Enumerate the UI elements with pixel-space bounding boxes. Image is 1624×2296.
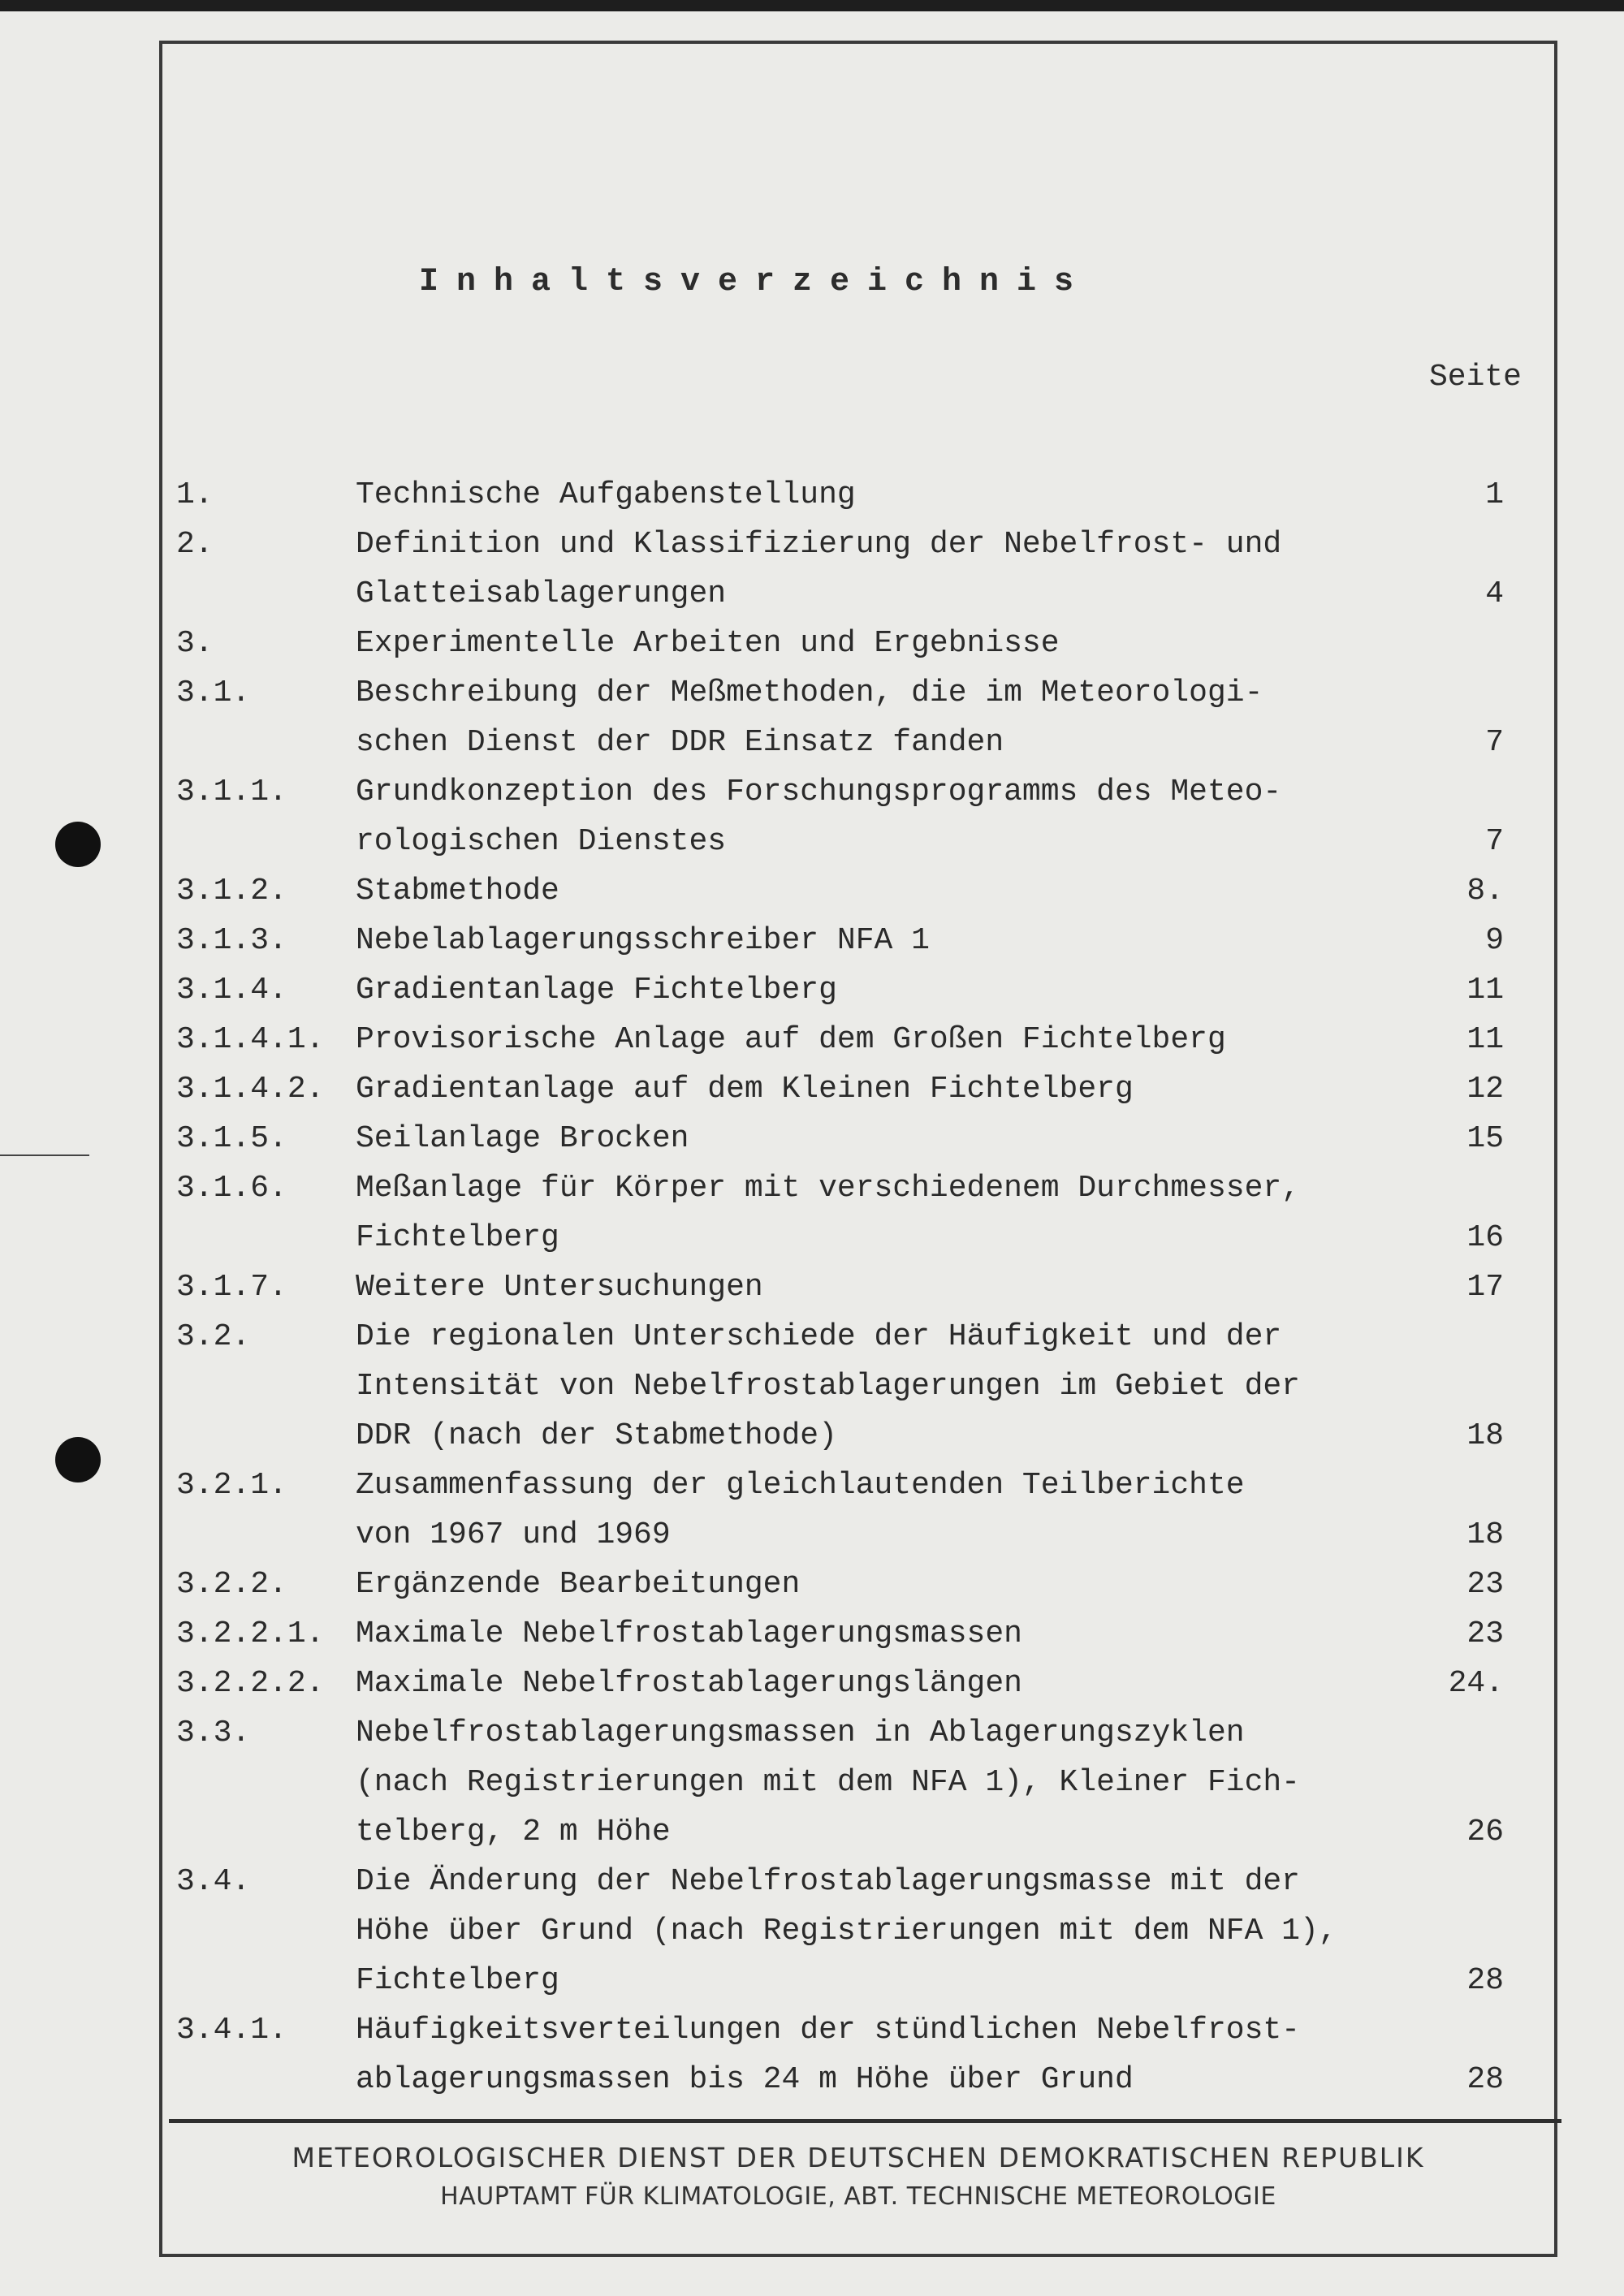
footer-institution: METEOROLOGISCHER DIENST DER DEUTSCHEN DEMOKRATISCHEN REPUBLIK	[292, 2142, 1425, 2173]
page-column-header: Seite	[1428, 360, 1522, 395]
footer-department: HAUPTAMT FÜR KLIMATOLOGIE, ABT. TECHNISCHE METEOROLOGIE	[440, 2182, 1276, 2211]
toc-entry-line	[0, 970, 1624, 1011]
toc-section-number: 3.1.	[176, 675, 251, 710]
toc-section-title: Experimentelle Arbeiten und Ergebnisse	[356, 626, 1060, 661]
toc-entry-line	[0, 1317, 1624, 1357]
toc-section-title: Nebelfrostablagerungsmassen in Ablagerungszyklen	[356, 1716, 1245, 1750]
toc-page-number: 11	[1466, 973, 1504, 1008]
toc-section-title: Definition und Klassifizierung der Nebelfrost- und	[356, 527, 1282, 562]
toc-page-number: 23	[1466, 1616, 1504, 1651]
toc-section-title: Nebelablagerungsschreiber NFA 1	[356, 923, 930, 958]
toc-section-number: 2.	[176, 527, 214, 562]
toc-entry-line	[0, 1713, 1624, 1754]
toc-section-title: Fichtelberg	[356, 1963, 559, 1998]
toc-page-number: 28	[1466, 1963, 1504, 1998]
toc-page-number: 18	[1466, 1418, 1504, 1453]
toc-section-title: Provisorische Anlage auf dem Großen Fichtelberg	[356, 1022, 1226, 1057]
toc-entry-line	[0, 723, 1624, 763]
toc-section-title: Die regionalen Unterschiede der Häufigkeit und der	[356, 1319, 1282, 1354]
toc-page-number: 17	[1466, 1270, 1504, 1305]
toc-section-number: 3.1.4.1.	[176, 1022, 325, 1057]
toc-page-number: 12	[1466, 1072, 1504, 1107]
toc-entry-line	[0, 1564, 1624, 1605]
toc-section-number: 3.2.2.	[176, 1567, 287, 1602]
toc-section-title: Fichtelberg	[356, 1220, 559, 1255]
toc-section-title: Grundkonzeption des Forschungsprogramms des Meteo-	[356, 775, 1282, 809]
toc-page-number: 4	[1485, 576, 1504, 611]
toc-page-number: 18	[1466, 1517, 1504, 1552]
toc-entry-line	[0, 1020, 1624, 1060]
toc-page-number: 16	[1466, 1220, 1504, 1255]
toc-section-title: Höhe über Grund (nach Registrierungen mit dem NFA 1),	[356, 1914, 1337, 1949]
document-title: Inhaltsverzeichnis	[418, 264, 1092, 300]
toc-page-number: 23	[1466, 1567, 1504, 1602]
toc-entry-line	[0, 1218, 1624, 1258]
toc-section-number: 3.4.1.	[176, 2013, 287, 2048]
toc-entry-line	[0, 1911, 1624, 1952]
toc-section-number: 3.2.2.1.	[176, 1616, 325, 1651]
toc-entry-line	[0, 1069, 1624, 1110]
toc-section-number: 3.1.7.	[176, 1270, 287, 1305]
toc-section-number: 3.1.1.	[176, 775, 287, 809]
toc-page-number: 24.	[1448, 1666, 1504, 1701]
toc-entry-line	[0, 1515, 1624, 1556]
toc-entry-line	[0, 1366, 1624, 1407]
toc-section-title: Weitere Untersuchungen	[356, 1270, 763, 1305]
toc-entry-line	[0, 921, 1624, 961]
toc-entry-line	[0, 1961, 1624, 2001]
toc-section-title: Gradientanlage Fichtelberg	[356, 973, 837, 1008]
toc-section-title: telberg, 2 m Höhe	[356, 1815, 671, 1849]
toc-page-number: 11	[1466, 1022, 1504, 1057]
toc-entry-line	[0, 1465, 1624, 1506]
toc-section-title: Zusammenfassung der gleichlautenden Teilberichte	[356, 1468, 1245, 1503]
toc-section-title: Maximale Nebelfrostablagerungsmassen	[356, 1616, 1022, 1651]
toc-section-title: Intensität von Nebelfrostablagerungen im Gebiet der	[356, 1369, 1300, 1404]
toc-section-number: 3.1.4.2.	[176, 1072, 325, 1107]
toc-entry-line	[0, 624, 1624, 664]
toc-section-number: 3.	[176, 626, 214, 661]
toc-section-number: 3.2.1.	[176, 1468, 287, 1503]
toc-page-number: 7	[1485, 725, 1504, 760]
toc-entry-line	[0, 2060, 1624, 2100]
toc-section-number: 3.1.5.	[176, 1121, 287, 1156]
toc-section-number: 3.2.	[176, 1319, 251, 1354]
toc-entry-line	[0, 673, 1624, 714]
toc-section-title: Meßanlage für Körper mit verschiedenem Durchmesser,	[356, 1171, 1300, 1206]
toc-entry-line	[0, 1614, 1624, 1655]
toc-section-title: von 1967 und 1969	[356, 1517, 671, 1552]
toc-entry-line	[0, 772, 1624, 813]
toc-section-title: ablagerungsmassen bis 24 m Höhe über Grund	[356, 2062, 1134, 2097]
toc-section-number: 3.1.4.	[176, 973, 287, 1008]
toc-section-number: 3.4.	[176, 1864, 251, 1899]
toc-page-number: 9	[1485, 923, 1504, 958]
footer-divider	[169, 2119, 1561, 2123]
toc-page-number: 8.	[1466, 874, 1504, 908]
toc-entry-line	[0, 2010, 1624, 2051]
toc-section-number: 3.1.2.	[176, 874, 287, 908]
toc-section-title: DDR (nach der Stabmethode)	[356, 1418, 837, 1453]
toc-section-title: Seilanlage Brocken	[356, 1121, 689, 1156]
toc-section-number: 3.1.3.	[176, 923, 287, 958]
toc-section-title: Die Änderung der Nebelfrostablagerungsmasse mit der	[356, 1864, 1300, 1899]
toc-entry-line	[0, 475, 1624, 516]
toc-section-title: Gradientanlage auf dem Kleinen Fichtelberg	[356, 1072, 1134, 1107]
toc-section-number: 3.2.2.2.	[176, 1666, 325, 1701]
toc-section-title: Stabmethode	[356, 874, 559, 908]
toc-page-number: 28	[1466, 2062, 1504, 2097]
toc-entry-line	[0, 1119, 1624, 1159]
toc-entry-line	[0, 822, 1624, 862]
toc-page-number: 7	[1485, 824, 1504, 859]
toc-section-title: Beschreibung der Meßmethoden, die im Meteorologi-	[356, 675, 1263, 710]
toc-section-title: Technische Aufgabenstellung	[356, 477, 856, 512]
toc-entry-line	[0, 1416, 1624, 1457]
scan-top-band	[0, 0, 1624, 11]
toc-section-number: 3.3.	[176, 1716, 251, 1750]
toc-page-number: 1	[1485, 477, 1504, 512]
toc-page-number: 15	[1466, 1121, 1504, 1156]
toc-entry-line	[0, 871, 1624, 912]
toc-entry-line	[0, 1664, 1624, 1704]
toc-section-number: 1.	[176, 477, 214, 512]
toc-entry-line	[0, 1267, 1624, 1308]
toc-page-number: 26	[1466, 1815, 1504, 1849]
toc-entry-line	[0, 1763, 1624, 1803]
toc-section-title: Glatteisablagerungen	[356, 576, 727, 611]
toc-section-number: 3.1.6.	[176, 1171, 287, 1206]
toc-section-title: rologischen Dienstes	[356, 824, 727, 859]
toc-entry-line	[0, 524, 1624, 565]
toc-entry-line	[0, 1812, 1624, 1853]
toc-section-title: Häufigkeitsverteilungen der stündlichen Nebelfrost-	[356, 2013, 1300, 2048]
toc-entry-line	[0, 1862, 1624, 1902]
toc-section-title: Maximale Nebelfrostablagerungslängen	[356, 1666, 1022, 1701]
toc-entry-line	[0, 574, 1624, 615]
toc-section-title: schen Dienst der DDR Einsatz fanden	[356, 725, 1004, 760]
toc-entry-line	[0, 1168, 1624, 1209]
toc-section-title: (nach Registrierungen mit dem NFA 1), Kleiner Fich-	[356, 1765, 1300, 1800]
toc-section-title: Ergänzende Bearbeitungen	[356, 1567, 801, 1602]
